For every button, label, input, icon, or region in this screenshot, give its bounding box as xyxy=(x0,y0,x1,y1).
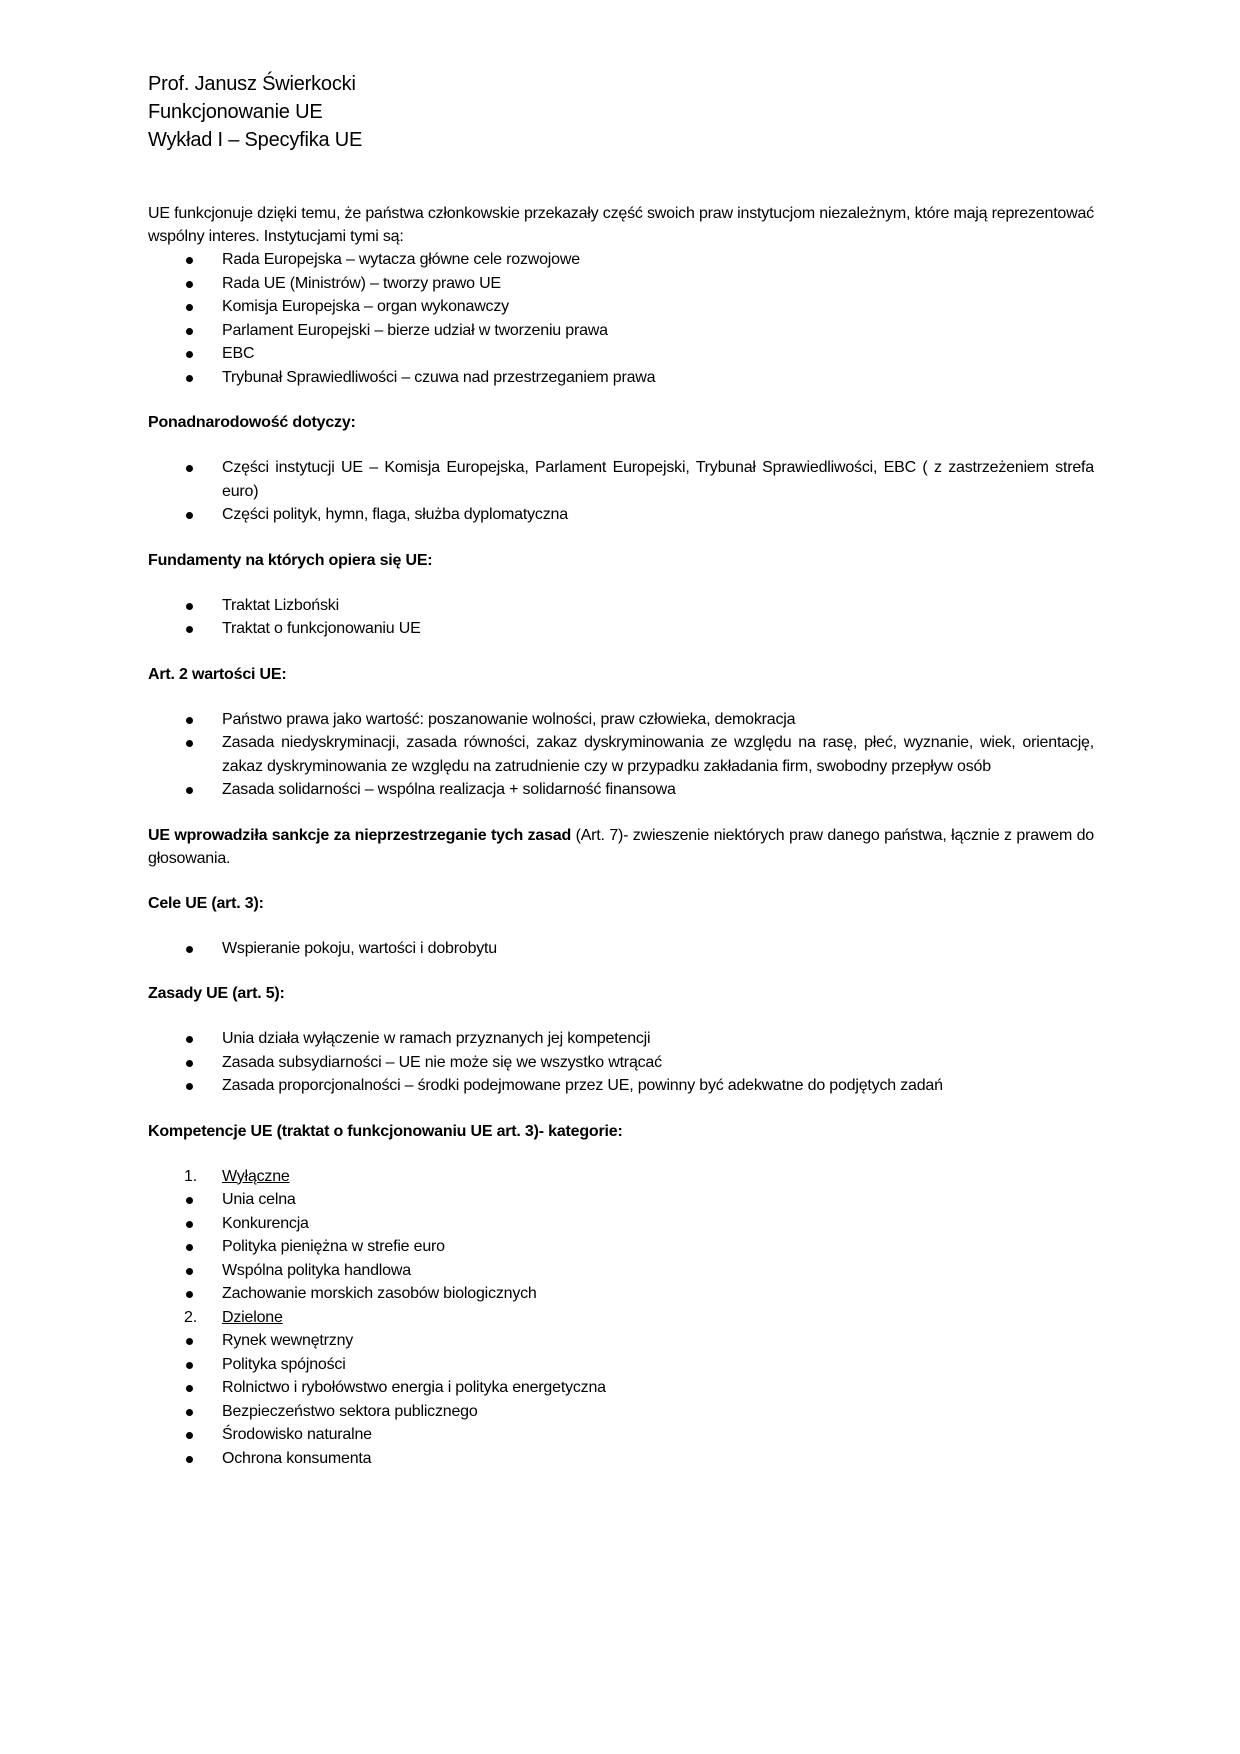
bullet-icon xyxy=(186,1268,193,1275)
list-item: Konkurencja xyxy=(148,1212,1094,1236)
bullet-icon xyxy=(186,946,193,953)
numbered-item-shared xyxy=(148,1306,1094,1330)
bullet-icon xyxy=(186,1338,193,1345)
supranational-heading: Ponadnarodowość dotyczy: xyxy=(148,414,356,431)
list-item: Części instytucji UE – Komisja Europejska, Parlament Europejski, Trybunał Sprawiedliwości, EBC ( z zastrzeżeniem strefa euro) xyxy=(148,456,1094,503)
bullet-icon xyxy=(186,1456,193,1463)
category-label: Dzielone xyxy=(222,1308,283,1326)
bullet-icon xyxy=(186,304,193,311)
list-item: Środowisko naturalne xyxy=(148,1423,1094,1447)
document-header xyxy=(148,70,1094,154)
item-number: 1. xyxy=(184,1167,197,1185)
item-number: 2. xyxy=(184,1308,197,1326)
list-item: Parlament Europejski – bierze udział w tworzeniu prawa xyxy=(148,319,1094,343)
goals-heading: Cele UE (art. 3): xyxy=(148,894,264,912)
bullet-icon xyxy=(186,626,193,633)
principles-list xyxy=(148,1027,1094,1098)
list-item: Traktat Lizboński xyxy=(148,594,1094,618)
author-line: Prof. Janusz Świerkocki xyxy=(148,73,356,95)
list-item: Rynek wewnętrzny xyxy=(148,1329,1094,1353)
principles-heading: Zasady UE (art. 5): xyxy=(148,985,285,1002)
list-item: Unia działa wyłączenie w ramach przyznanych jej kompetencji xyxy=(148,1027,1094,1051)
bullet-icon xyxy=(186,1244,193,1251)
bullet-icon xyxy=(186,512,193,519)
list-item: Rada Europejska – wytacza główne cele rozwojowe xyxy=(148,248,1094,272)
bullet-icon xyxy=(186,257,193,264)
list-item: Zachowanie morskich zasobów biologicznych xyxy=(148,1282,1094,1306)
bullet-icon xyxy=(186,375,193,382)
list-item: Rada UE (Ministrów) – tworzy prawo UE xyxy=(148,272,1094,296)
supranational-list xyxy=(148,456,1094,527)
bullet-icon xyxy=(186,1060,193,1067)
foundations-heading: Fundamenty na których opiera się UE: xyxy=(148,551,433,569)
list-item: Wspieranie pokoju, wartości i dobrobytu xyxy=(148,937,1094,961)
bullet-icon xyxy=(186,281,193,288)
list-item: EBC xyxy=(148,342,1094,366)
competences-list xyxy=(148,1165,1094,1471)
values-list xyxy=(148,708,1094,802)
bullet-icon xyxy=(186,328,193,335)
values-heading: Art. 2 wartości UE: xyxy=(148,665,287,683)
list-item: Traktat o funkcjonowaniu UE xyxy=(148,617,1094,641)
competences-heading: Kompetencje UE (traktat o funkcjonowaniu UE art. 3)- kategorie: xyxy=(148,1122,623,1140)
bullet-icon xyxy=(186,1385,193,1392)
course-line: Funkcjonowanie UE xyxy=(148,101,323,123)
foundations-list xyxy=(148,594,1094,641)
bullet-icon xyxy=(186,351,193,358)
bullet-icon xyxy=(186,1083,193,1090)
bullet-icon xyxy=(186,717,193,724)
list-item: Wspólna polityka handlowa xyxy=(148,1259,1094,1283)
bullet-icon xyxy=(186,787,193,794)
sanctions-text: (Art. 7)- zwieszenie niektórych praw danego państwa, łącznie z prawem do głosowania. xyxy=(148,826,1094,867)
list-item: Zasada niedyskryminacji, zasada równości, zakaz dyskryminowania ze względu na rasę, płeć, wyznanie, wiek, orientację, zakaz dyskryminowania ze względu na zatrudnienie czy w przypadku zakładania firm, swobodny przepływ osób xyxy=(148,731,1094,778)
goals-list xyxy=(148,937,1094,961)
numbered-item-exclusive xyxy=(148,1165,1094,1189)
category-label: Wyłączne xyxy=(222,1167,290,1185)
institutions-list xyxy=(148,248,1094,389)
intro-paragraph: UE funkcjonuje dzięki temu, że państwa członkowskie przekazały część swoich praw instytucjom niezależnym, które mają reprezentować wspólny interes. Instytucjami tymi są: xyxy=(148,205,1094,245)
list-item: Rolnictwo i rybołówstwo energia i polityka energetyczna xyxy=(148,1376,1094,1400)
list-item: Polityka spójności xyxy=(148,1353,1094,1377)
list-item: Trybunał Sprawiedliwości – czuwa nad przestrzeganiem prawa xyxy=(148,366,1094,390)
list-item: Zasada subsydiarności – UE nie może się we wszystko wtrącać xyxy=(148,1051,1094,1075)
list-item: Komisja Europejska – organ wykonawczy xyxy=(148,295,1094,319)
bullet-icon xyxy=(186,1221,193,1228)
bullet-icon xyxy=(186,603,193,610)
bullet-icon xyxy=(186,1197,193,1204)
bullet-icon xyxy=(186,1432,193,1439)
lecture-title: Wykład I – Specyfika UE xyxy=(148,129,363,151)
bullet-icon xyxy=(186,740,193,747)
list-item: Unia celna xyxy=(148,1188,1094,1212)
sanctions-paragraph xyxy=(148,824,1094,870)
sanctions-bold: UE wprowadziła sankcje za nieprzestrzeganie tych zasad xyxy=(148,826,572,844)
list-item: Części polityk, hymn, flaga, służba dyplomatyczna xyxy=(148,503,1094,527)
bullet-icon xyxy=(186,1036,193,1043)
list-item: Zasada solidarności – wspólna realizacja + solidarność finansowa xyxy=(148,778,1094,802)
list-item: Państwo prawa jako wartość: poszanowanie wolności, praw człowieka, demokracja xyxy=(148,708,1094,732)
bullet-icon xyxy=(186,1409,193,1416)
bullet-icon xyxy=(186,465,193,472)
bullet-icon xyxy=(186,1291,193,1298)
document-page xyxy=(148,70,1094,1470)
list-item: Polityka pieniężna w strefie euro xyxy=(148,1235,1094,1259)
list-item: Ochrona konsumenta xyxy=(148,1447,1094,1471)
list-item: Bezpieczeństwo sektora publicznego xyxy=(148,1400,1094,1424)
list-item: Zasada proporcjonalności – środki podejmowane przez UE, powinny być adekwatne do podjętych zadań xyxy=(148,1074,1094,1098)
bullet-icon xyxy=(186,1362,193,1369)
